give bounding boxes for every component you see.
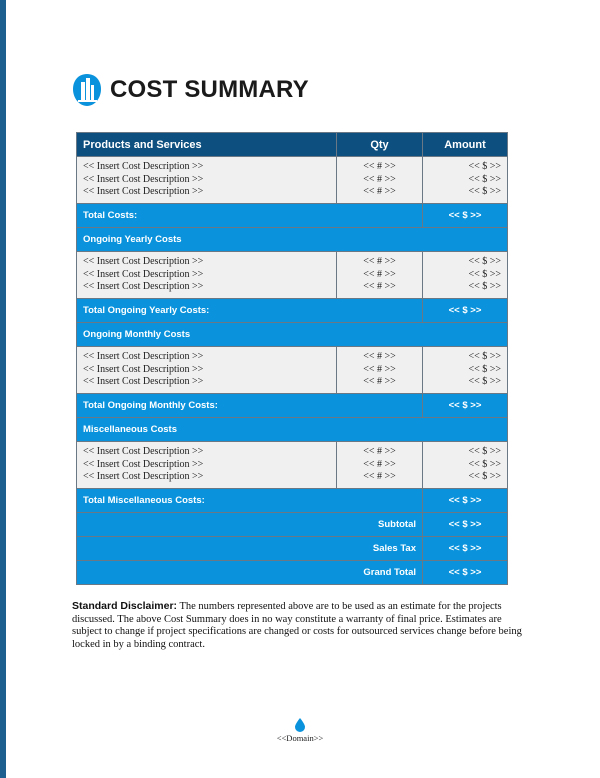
- amount-value: << $ >>: [468, 351, 501, 363]
- qty-value: << # >>: [363, 173, 396, 185]
- total-costs-value: << $ >>: [423, 204, 508, 228]
- monthly-section-title: Ongoing Monthly Costs: [77, 323, 508, 347]
- total-costs-row: [77, 204, 508, 228]
- cost-description: << Insert Cost Description >>: [83, 173, 204, 185]
- misc-total-label: Total Miscellaneous Costs:: [77, 489, 423, 513]
- grand-total-value: << $ >>: [423, 561, 508, 585]
- qty-value: << # >>: [363, 256, 396, 268]
- amount-cells: [423, 442, 508, 489]
- qty-value: << # >>: [363, 376, 396, 388]
- cost-description: << Insert Cost Description >>: [83, 351, 204, 363]
- items-row: [77, 157, 508, 204]
- amount-value: << $ >>: [468, 173, 501, 185]
- yearly-total-value: << $ >>: [423, 299, 508, 323]
- qty-value: << # >>: [363, 186, 396, 198]
- qty-value: << # >>: [363, 471, 396, 483]
- qty-cells: [337, 252, 423, 299]
- yearly-total-label: Total Ongoing Yearly Costs:: [77, 299, 423, 323]
- subtotal-value: << $ >>: [423, 513, 508, 537]
- qty-value: << # >>: [363, 446, 396, 458]
- monthly-section-header: [77, 323, 508, 347]
- amount-value: << $ >>: [468, 256, 501, 268]
- cost-description: << Insert Cost Description >>: [83, 471, 204, 483]
- amount-cells: [423, 347, 508, 394]
- misc-section-title: Miscellaneous Costs: [77, 418, 508, 442]
- subtotal-row: [77, 513, 508, 537]
- page-header: [72, 72, 309, 108]
- grand-total-row: [77, 561, 508, 585]
- yearly-total-row: [77, 299, 508, 323]
- subtotal-label: Subtotal: [77, 513, 423, 537]
- cost-description: << Insert Cost Description >>: [83, 256, 204, 268]
- monthly-total-label: Total Ongoing Monthly Costs:: [77, 394, 423, 418]
- qty-cells: [337, 157, 423, 204]
- qty-value: << # >>: [363, 161, 396, 173]
- qty-value: << # >>: [363, 268, 396, 280]
- items-row: [77, 442, 508, 489]
- cost-description: << Insert Cost Description >>: [83, 363, 204, 375]
- cost-summary-table: [76, 132, 508, 585]
- disclaimer-text: The numbers represented above are to be used as an estimate for the projects discussed. The above Cost Summary does in no way constitute a warranty of final price. Estimates are subject to change if project specifications are changed or costs for outsourced services change before being locked in by a binding contract.: [72, 601, 522, 650]
- qty-value: << # >>: [363, 351, 396, 363]
- qty-cells: [337, 347, 423, 394]
- amount-value: << $ >>: [468, 363, 501, 375]
- misc-total-row: [77, 489, 508, 513]
- amount-value: << $ >>: [468, 268, 501, 280]
- monthly-total-row: [77, 394, 508, 418]
- qty-value: << # >>: [363, 458, 396, 470]
- table-header-row: [77, 133, 508, 157]
- water-drop-icon: [295, 718, 305, 732]
- sales-tax-value: << $ >>: [423, 537, 508, 561]
- cost-description: << Insert Cost Description >>: [83, 161, 204, 173]
- amount-value: << $ >>: [468, 161, 501, 173]
- cost-description: << Insert Cost Description >>: [83, 446, 204, 458]
- sales-tax-label: Sales Tax: [77, 537, 423, 561]
- cost-description: << Insert Cost Description >>: [83, 186, 204, 198]
- total-costs-label: Total Costs:: [77, 204, 423, 228]
- footer-domain: <<Domain>>: [276, 733, 324, 743]
- cost-descriptions: [77, 252, 337, 299]
- amount-cells: [423, 157, 508, 204]
- column-header-products: Products and Services: [77, 133, 337, 157]
- sales-tax-row: [77, 537, 508, 561]
- amount-value: << $ >>: [468, 446, 501, 458]
- yearly-section-title: Ongoing Yearly Costs: [77, 228, 508, 252]
- column-header-amount: Amount: [423, 133, 508, 157]
- cost-description: << Insert Cost Description >>: [83, 458, 204, 470]
- cost-description: << Insert Cost Description >>: [83, 376, 204, 388]
- qty-value: << # >>: [363, 363, 396, 375]
- side-accent-bar: [0, 0, 6, 778]
- standard-disclaimer: [72, 600, 532, 651]
- page-footer: [0, 718, 600, 743]
- building-logo-icon: [72, 73, 102, 107]
- monthly-total-value: << $ >>: [423, 394, 508, 418]
- grand-total-label: Grand Total: [77, 561, 423, 585]
- qty-value: << # >>: [363, 281, 396, 293]
- items-row: [77, 252, 508, 299]
- misc-section-header: [77, 418, 508, 442]
- misc-total-value: << $ >>: [423, 489, 508, 513]
- cost-descriptions: [77, 442, 337, 489]
- cost-description: << Insert Cost Description >>: [83, 281, 204, 293]
- amount-value: << $ >>: [468, 458, 501, 470]
- yearly-section-header: [77, 228, 508, 252]
- amount-cells: [423, 252, 508, 299]
- cost-descriptions: [77, 347, 337, 394]
- page-title: COST SUMMARY: [110, 76, 309, 103]
- cost-description: << Insert Cost Description >>: [83, 268, 204, 280]
- cost-descriptions: [77, 157, 337, 204]
- items-row: [77, 347, 508, 394]
- qty-cells: [337, 442, 423, 489]
- amount-value: << $ >>: [468, 471, 501, 483]
- amount-value: << $ >>: [468, 186, 501, 198]
- column-header-qty: Qty: [337, 133, 423, 157]
- amount-value: << $ >>: [468, 376, 501, 388]
- disclaimer-label: Standard Disclaimer:: [72, 600, 178, 612]
- amount-value: << $ >>: [468, 281, 501, 293]
